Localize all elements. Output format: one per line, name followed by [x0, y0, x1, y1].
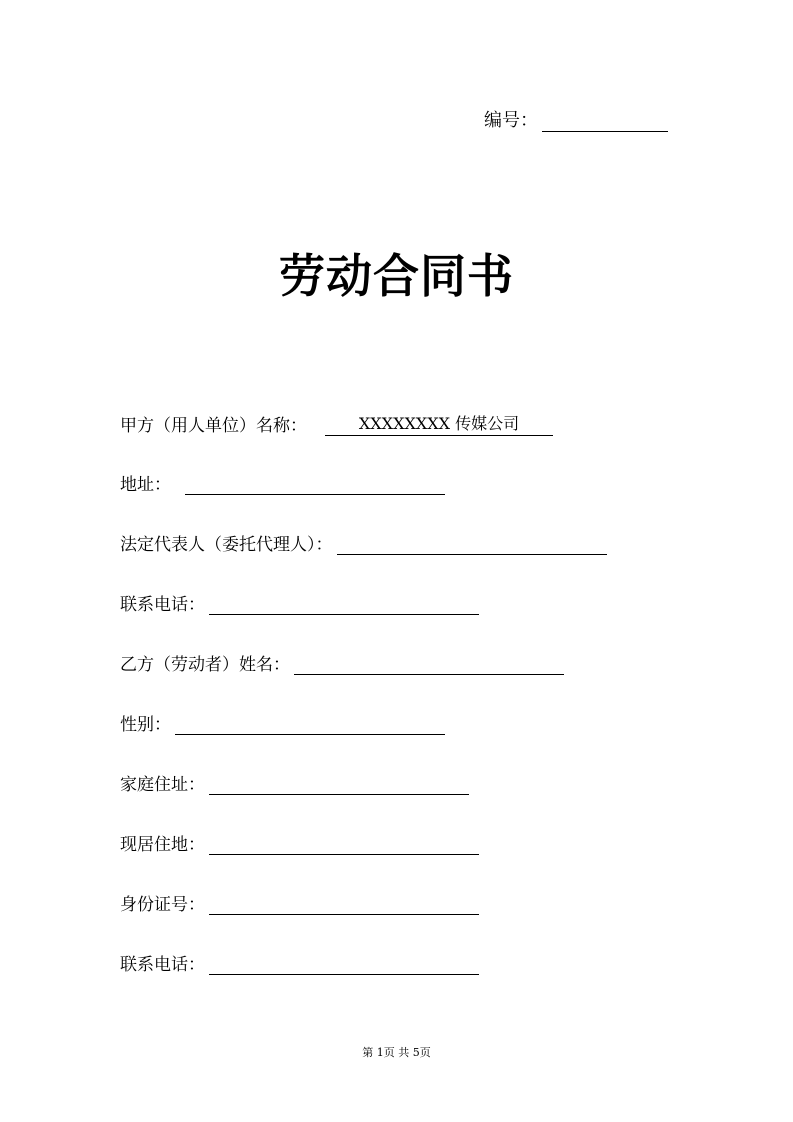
employer-phone-field[interactable] — [209, 592, 479, 615]
employer-phone-label: 联系电话： — [120, 595, 205, 615]
current-residence-label: 现居住地： — [120, 835, 205, 855]
current-residence-row — [120, 827, 479, 855]
contract-number-label: 编号： — [484, 110, 538, 131]
current-residence-field[interactable] — [209, 832, 479, 855]
employer-address-row — [120, 467, 445, 495]
home-address-row — [120, 767, 469, 795]
employee-name-field[interactable] — [294, 652, 564, 675]
page-footer: 第 1页 共 5页 — [362, 1046, 431, 1059]
employer-phone-row — [120, 587, 479, 615]
employee-phone-row — [120, 947, 479, 975]
employee-phone-field[interactable] — [209, 952, 479, 975]
employee-name-label: 乙方（劳动者）姓名： — [120, 655, 290, 675]
employer-address-label: 地址： — [120, 475, 171, 495]
employee-phone-label: 联系电话： — [120, 955, 205, 975]
employer-name-row — [120, 408, 553, 436]
legal-representative-field[interactable] — [337, 532, 607, 555]
employee-gender-row — [120, 707, 445, 735]
employee-gender-label: 性别： — [120, 715, 171, 735]
contract-number-row — [484, 104, 668, 132]
home-address-field[interactable] — [209, 772, 469, 795]
employee-gender-field[interactable] — [175, 712, 445, 735]
document-title: 劳动合同书 — [279, 249, 514, 303]
id-number-field[interactable] — [209, 892, 479, 915]
id-number-row — [120, 887, 479, 915]
employee-name-row — [120, 647, 564, 675]
employer-address-field[interactable] — [185, 472, 445, 495]
legal-representative-row — [120, 527, 607, 555]
id-number-label: 身份证号： — [120, 895, 205, 915]
employer-name-field[interactable]: XXXXXXXX 传媒公司 — [325, 413, 553, 436]
employer-name-label: 甲方（用人单位）名称： — [120, 416, 307, 436]
home-address-label: 家庭住址： — [120, 775, 205, 795]
legal-representative-label: 法定代表人（委托代理人）： — [120, 535, 333, 555]
contract-number-field[interactable] — [542, 109, 668, 132]
